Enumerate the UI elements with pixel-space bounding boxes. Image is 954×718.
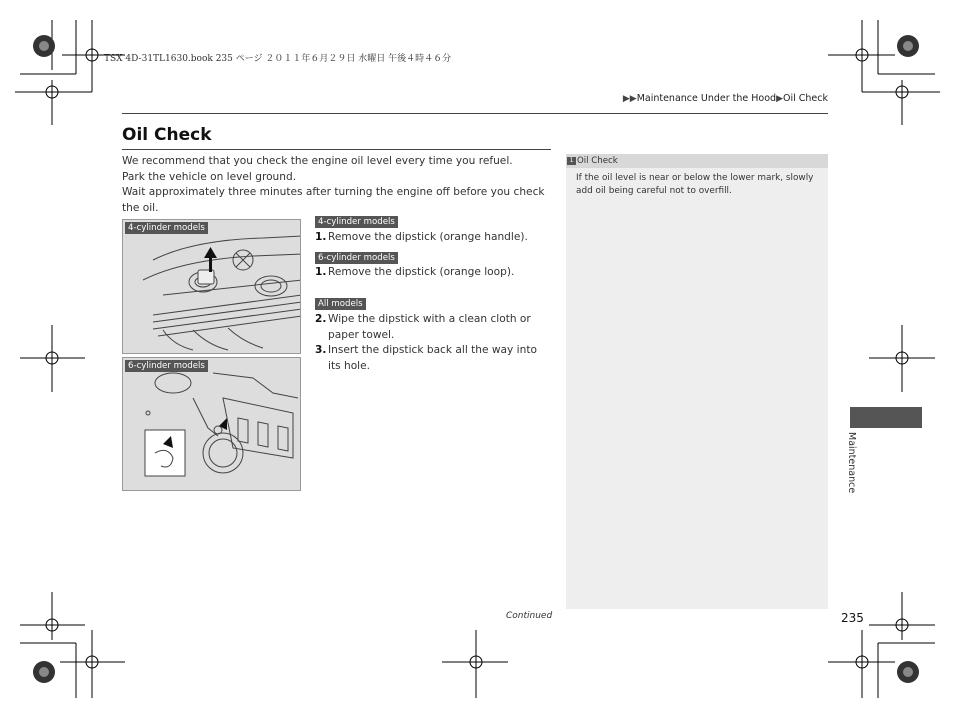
title-rule (122, 149, 551, 150)
reference-icon: 1 (567, 157, 576, 165)
model-tag-6cyl: 6-cylinder models (315, 252, 398, 264)
intro-paragraph: Park the vehicle on level ground. (122, 170, 297, 183)
engine-4cyl-illustration (123, 220, 301, 354)
sidebar-heading (566, 154, 828, 168)
instruction-steps (315, 216, 555, 386)
step-text: Insert the dipstick back all the way into its hole. (328, 344, 537, 372)
breadcrumb (623, 93, 828, 104)
page-number: 235 (841, 611, 864, 625)
step-number: 2. (315, 313, 327, 325)
sidebar-note (566, 154, 828, 609)
section-tab-label: Maintenance (846, 432, 857, 494)
intro-text (122, 154, 552, 216)
breadcrumb-arrows: ▶▶ (622, 94, 637, 104)
sidebar-heading-text: Oil Check (577, 156, 618, 166)
section-tab-marker[interactable] (850, 407, 922, 428)
step-number: 1. (315, 266, 327, 278)
figure-label-4cyl: 4-cylinder models (125, 222, 208, 234)
intro-paragraph: Wait approximately three minutes after turning the engine off before you check the oil. (122, 186, 545, 214)
step-text: Wipe the dipstick with a clean cloth or paper towel. (328, 313, 531, 341)
engine-6cyl-illustration (123, 358, 301, 491)
breadcrumb-separator: ▶ (776, 94, 783, 104)
step-2 (315, 312, 551, 343)
model-tag-all: All models (315, 298, 366, 310)
figure-label-6cyl: 6-cylinder models (125, 360, 208, 372)
sidebar-text: If the oil level is near or below the lower mark, slowly add oil being careful not to overfill. (576, 173, 814, 196)
breadcrumb-section-link[interactable]: Maintenance Under the Hood (636, 93, 777, 104)
step-6cyl (315, 265, 551, 281)
intro-paragraph: We recommend that you check the engine oil level every time you refuel. (122, 155, 513, 167)
continued-label: Continued (506, 611, 553, 621)
step-3 (315, 343, 551, 374)
header-rule (122, 113, 828, 114)
step-number: 3. (315, 344, 327, 356)
page-title: Oil Check (122, 125, 212, 145)
step-text: Remove the dipstick (orange handle). (328, 231, 528, 243)
step-text: Remove the dipstick (orange loop). (328, 266, 515, 278)
print-header: TSX 4D-31TL1630.book 235 ページ ２０１１年６月２９日 水曜日 午後４時４６分 (104, 54, 452, 64)
step-number: 1. (315, 231, 327, 243)
figure-4-cylinder (122, 219, 301, 354)
figure-6-cylinder (122, 357, 301, 491)
model-tag-4cyl: 4-cylinder models (315, 216, 398, 228)
step-4cyl (315, 230, 551, 246)
breadcrumb-page: Oil Check (783, 93, 828, 104)
